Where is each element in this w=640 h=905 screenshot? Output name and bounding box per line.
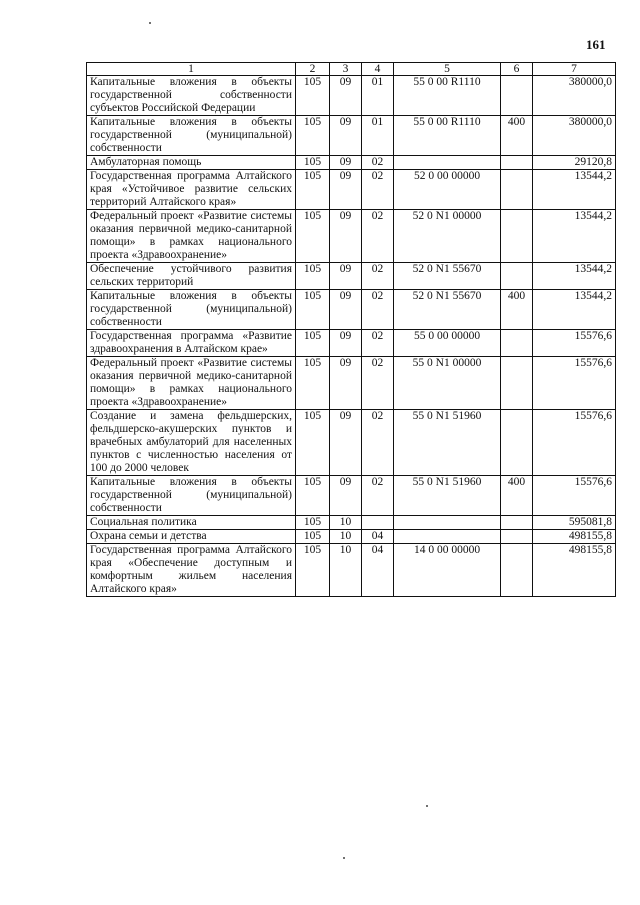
row-code-target: 55 0 00 00000 bbox=[394, 330, 501, 357]
table-row bbox=[87, 210, 616, 263]
column-header: 3 bbox=[330, 63, 362, 76]
row-code-admin: 105 bbox=[296, 410, 330, 476]
table-row bbox=[87, 76, 616, 116]
table-row bbox=[87, 170, 616, 210]
row-code-admin: 105 bbox=[296, 357, 330, 410]
budget-table bbox=[86, 62, 616, 597]
row-name: Охрана семьи и детства bbox=[87, 530, 296, 544]
row-code-admin: 105 bbox=[296, 476, 330, 516]
row-code-expense-type bbox=[501, 330, 533, 357]
row-amount: 13544,2 bbox=[533, 263, 616, 290]
row-code-target: 14 0 00 00000 bbox=[394, 544, 501, 597]
row-code-subsection: 02 bbox=[362, 290, 394, 330]
page-number: 161 bbox=[586, 37, 606, 52]
row-amount: 15576,6 bbox=[533, 357, 616, 410]
row-amount: 29120,8 bbox=[533, 156, 616, 170]
row-code-target bbox=[394, 516, 501, 530]
row-name: Капитальные вложения в объекты государственной (муниципальной) собственности bbox=[87, 116, 296, 156]
table-row bbox=[87, 116, 616, 156]
row-code-expense-type bbox=[501, 170, 533, 210]
row-code-expense-type: 400 bbox=[501, 476, 533, 516]
row-amount: 380000,0 bbox=[533, 116, 616, 156]
row-code-expense-type bbox=[501, 263, 533, 290]
row-code-subsection: 02 bbox=[362, 476, 394, 516]
row-code-subsection: 04 bbox=[362, 544, 394, 597]
row-code-target: 52 0 N1 55670 bbox=[394, 263, 501, 290]
row-code-target: 52 0 N1 55670 bbox=[394, 290, 501, 330]
row-amount: 498155,8 bbox=[533, 530, 616, 544]
row-code-subsection: 01 bbox=[362, 116, 394, 156]
table-row bbox=[87, 544, 616, 597]
row-code-expense-type bbox=[501, 410, 533, 476]
row-code-subsection: 02 bbox=[362, 357, 394, 410]
row-code-expense-type bbox=[501, 516, 533, 530]
row-name: Создание и замена фельдшерских, фельдшерско-акушерских пунктов и врачебных амбулаторий для населенных пунктов с численностью населения от 100 до 2000 человек bbox=[87, 410, 296, 476]
row-code-target bbox=[394, 530, 501, 544]
scan-speck bbox=[343, 857, 345, 859]
row-code-subsection: 02 bbox=[362, 210, 394, 263]
row-code-admin: 105 bbox=[296, 116, 330, 156]
row-code-subsection: 02 bbox=[362, 263, 394, 290]
column-header: 1 bbox=[87, 63, 296, 76]
row-code-section: 09 bbox=[330, 410, 362, 476]
table-row bbox=[87, 357, 616, 410]
column-header: 6 bbox=[501, 63, 533, 76]
row-code-admin: 105 bbox=[296, 530, 330, 544]
row-code-section: 09 bbox=[330, 156, 362, 170]
row-code-admin: 105 bbox=[296, 263, 330, 290]
row-code-expense-type bbox=[501, 530, 533, 544]
row-code-admin: 105 bbox=[296, 170, 330, 210]
row-code-target: 55 0 00 R1110 bbox=[394, 76, 501, 116]
row-amount: 13544,2 bbox=[533, 290, 616, 330]
table-row bbox=[87, 476, 616, 516]
row-name: Капитальные вложения в объекты государственной собственности субъектов Российской Федерации bbox=[87, 76, 296, 116]
row-code-section: 09 bbox=[330, 330, 362, 357]
column-header: 2 bbox=[296, 63, 330, 76]
row-code-expense-type bbox=[501, 357, 533, 410]
row-code-admin: 105 bbox=[296, 544, 330, 597]
table-header-row bbox=[87, 63, 616, 76]
row-code-section: 09 bbox=[330, 170, 362, 210]
row-code-expense-type: 400 bbox=[501, 290, 533, 330]
row-amount: 595081,8 bbox=[533, 516, 616, 530]
row-code-target bbox=[394, 156, 501, 170]
row-code-admin: 105 bbox=[296, 76, 330, 116]
row-code-admin: 105 bbox=[296, 156, 330, 170]
row-code-subsection: 01 bbox=[362, 76, 394, 116]
row-amount: 380000,0 bbox=[533, 76, 616, 116]
row-name: Государственная программа «Развитие здравоохранения в Алтайском крае» bbox=[87, 330, 296, 357]
row-code-target: 55 0 N1 51960 bbox=[394, 410, 501, 476]
table-row bbox=[87, 156, 616, 170]
row-code-section: 10 bbox=[330, 516, 362, 530]
row-code-section: 09 bbox=[330, 116, 362, 156]
table-row bbox=[87, 516, 616, 530]
row-code-subsection: 02 bbox=[362, 156, 394, 170]
row-code-expense-type bbox=[501, 544, 533, 597]
row-name: Федеральный проект «Развитие системы оказания первичной медико-санитарной помощи» в рамках национального проекта «Здравоохранение» bbox=[87, 210, 296, 263]
row-code-section: 09 bbox=[330, 263, 362, 290]
row-code-target: 55 0 N1 00000 bbox=[394, 357, 501, 410]
row-code-subsection: 04 bbox=[362, 530, 394, 544]
row-code-section: 10 bbox=[330, 544, 362, 597]
row-name: Социальная политика bbox=[87, 516, 296, 530]
row-amount: 15576,6 bbox=[533, 476, 616, 516]
row-code-expense-type bbox=[501, 210, 533, 263]
row-name: Капитальные вложения в объекты государственной (муниципальной) собственности bbox=[87, 476, 296, 516]
row-code-section: 09 bbox=[330, 290, 362, 330]
column-header: 4 bbox=[362, 63, 394, 76]
column-header: 5 bbox=[394, 63, 501, 76]
row-code-expense-type: 400 bbox=[501, 116, 533, 156]
row-code-admin: 105 bbox=[296, 516, 330, 530]
row-code-section: 09 bbox=[330, 76, 362, 116]
row-code-section: 09 bbox=[330, 210, 362, 263]
row-amount: 15576,6 bbox=[533, 330, 616, 357]
row-code-subsection: 02 bbox=[362, 170, 394, 210]
row-amount: 498155,8 bbox=[533, 544, 616, 597]
scan-speck bbox=[149, 22, 151, 24]
column-header: 7 bbox=[533, 63, 616, 76]
row-amount: 15576,6 bbox=[533, 410, 616, 476]
scan-speck bbox=[426, 805, 428, 807]
row-code-subsection: 02 bbox=[362, 410, 394, 476]
row-code-target: 55 0 N1 51960 bbox=[394, 476, 501, 516]
row-name: Обеспечение устойчивого развития сельских территорий bbox=[87, 263, 296, 290]
row-code-subsection: 02 bbox=[362, 330, 394, 357]
row-code-expense-type bbox=[501, 76, 533, 116]
row-code-target: 52 0 00 00000 bbox=[394, 170, 501, 210]
table-row bbox=[87, 263, 616, 290]
row-name: Капитальные вложения в объекты государственной (муниципальной) собственности bbox=[87, 290, 296, 330]
row-name: Государственная программа Алтайского края «Устойчивое развитие сельских территорий Алтайского края» bbox=[87, 170, 296, 210]
row-code-target: 55 0 00 R1110 bbox=[394, 116, 501, 156]
table-row bbox=[87, 410, 616, 476]
row-code-admin: 105 bbox=[296, 330, 330, 357]
row-code-subsection bbox=[362, 516, 394, 530]
row-code-admin: 105 bbox=[296, 210, 330, 263]
row-name: Амбулаторная помощь bbox=[87, 156, 296, 170]
row-code-expense-type bbox=[501, 156, 533, 170]
table-row bbox=[87, 290, 616, 330]
row-code-target: 52 0 N1 00000 bbox=[394, 210, 501, 263]
row-code-admin: 105 bbox=[296, 290, 330, 330]
table-row bbox=[87, 330, 616, 357]
row-code-section: 09 bbox=[330, 357, 362, 410]
row-amount: 13544,2 bbox=[533, 210, 616, 263]
row-amount: 13544,2 bbox=[533, 170, 616, 210]
row-code-section: 09 bbox=[330, 476, 362, 516]
row-name: Государственная программа Алтайского края «Обеспечение доступным и комфортным жильем населения Алтайского края» bbox=[87, 544, 296, 597]
row-code-section: 10 bbox=[330, 530, 362, 544]
row-name: Федеральный проект «Развитие системы оказания первичной медико-санитарной помощи» в рамках национального проекта «Здравоохранение» bbox=[87, 357, 296, 410]
table-row bbox=[87, 530, 616, 544]
